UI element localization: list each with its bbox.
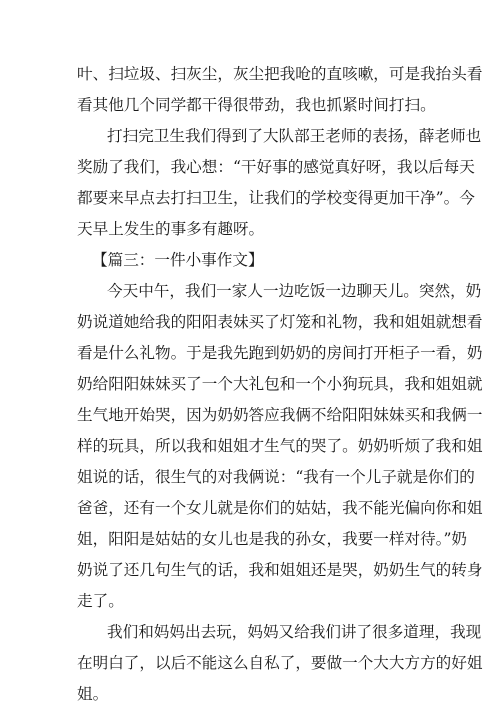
body-text-line: 姐，阳阳是姑姑的女儿也是我的孙女，我要一样对待。”奶 xyxy=(77,530,468,548)
body-text-line: 在明白了，以后不能这么自私了，要做一个大大方方的好姐 xyxy=(77,654,483,672)
section-heading: 【篇三：一件小事作文】 xyxy=(92,251,264,269)
body-text-line: 生气地开始哭，因为奶奶答应我俩不给阳阳妹妹买和我俩一 xyxy=(77,406,483,424)
body-text-line: 走了。 xyxy=(77,592,124,610)
body-text-line: 看是什么礼物。于是我先跑到奶奶的房间打开柜子一看，奶 xyxy=(77,344,483,362)
body-text-line: 爸爸，还有一个女儿就是你们的姑姑，我不能光偏向你和姐 xyxy=(77,499,483,517)
body-text-line: 奶说道她给我的阳阳表妹买了灯笼和礼物，我和姐姐就想看 xyxy=(77,313,483,331)
body-text-line: 奖励了我们，我心想：“干好事的感觉真好呀，我以后每天 xyxy=(77,158,475,176)
paragraph-first-line: 打扫完卫生我们得到了大队部王老师的表扬，薛老师也 xyxy=(107,127,482,145)
body-text-line: 奶给阳阳妹妹买了一个大礼包和一个小狗玩具，我和姐姐就 xyxy=(77,375,483,393)
body-text-line: 天早上发生的事多有趣呀。 xyxy=(77,220,265,238)
body-text-line: 姐。 xyxy=(77,685,109,703)
paragraph-first-line: 今天中午，我们一家人一边吃饭一边聊天儿。突然，奶 xyxy=(107,282,482,300)
body-text-line: 叶、扫垃圾、扫灰尘，灰尘把我呛的直咳嗽，可是我抬头看 xyxy=(77,65,483,83)
body-text-line: 都要来早点去打扫卫生，让我们的学校变得更加干净”。今 xyxy=(77,189,475,207)
body-text-line: 奶说了还几句生气的话，我和姐姐还是哭，奶奶生气的转身 xyxy=(77,561,483,579)
body-text-line: 样的玩具，所以我和姐姐才生气的哭了。奶奶听烦了我和姐 xyxy=(77,437,483,455)
body-text-line: 姐说的话，很生气的对我俩说：“我有一个儿子就是你们的 xyxy=(77,468,475,486)
paragraph-first-line: 我们和妈妈出去玩，妈妈又给我们讲了很多道理，我现 xyxy=(107,623,482,641)
body-text-line: 看其他几个同学都干得很带劲，我也抓紧时间打扫。 xyxy=(77,96,436,114)
